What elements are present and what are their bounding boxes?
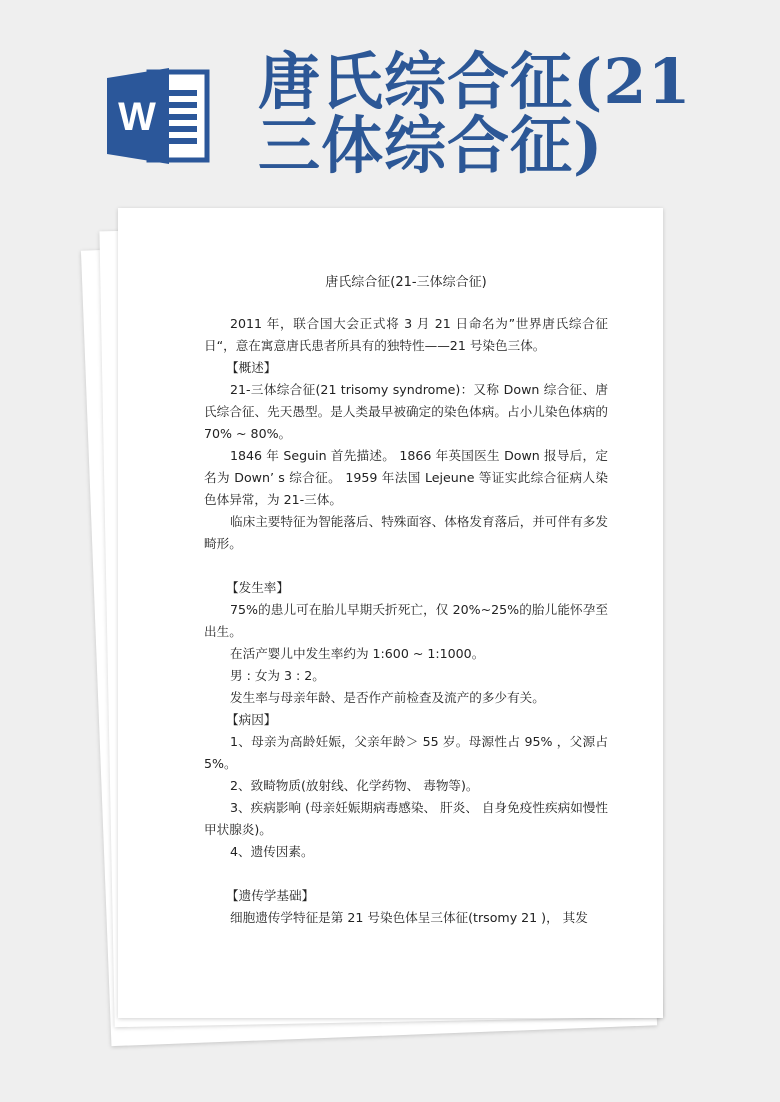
- document-title: 唐氏综合征(21-三体综合征): [325, 275, 487, 290]
- svg-text:W: W: [118, 95, 156, 139]
- paragraph: 75%的患儿可在胎儿早期夭折死亡，仅 20%~25%的胎儿能怀孕至出生。: [204, 602, 608, 639]
- paragraph: 男 : 女为 3 : 2。: [230, 668, 325, 683]
- section-heading-genetics: 【遗传学基础】: [226, 888, 315, 903]
- section-heading-overview: 【概述】: [226, 360, 277, 375]
- banner-title: [258, 45, 692, 182]
- banner-title-line-2: 三体综合征): [258, 109, 604, 182]
- paragraph: 4、遗传因素。: [230, 844, 314, 859]
- paragraph: 1846 年 Seguin 首先描述。 1866 年英国医生 Down 报导后，定名为 Down’ s 综合征。 1959 年法国 Lejeune 等证实此综合征病人染色体异常，为 21-三体。: [204, 448, 608, 507]
- paragraph: 在活产婴儿中发生率约为 1:600 ~ 1:1000。: [230, 646, 485, 661]
- banner-title-line-1: 唐氏综合征(21: [258, 45, 692, 118]
- paragraph: 发生率与母亲年龄、是否作产前检查及流产的多少有关。: [230, 690, 545, 705]
- spacer: [204, 555, 608, 577]
- section-heading-incidence: 【发生率】: [226, 580, 289, 595]
- paragraph: 21-三体综合征(21 trisomy syndrome)：又称 Down 综合征、唐氏综合征、先天愚型。是人类最早被确定的染色体病。占小儿染色体病的 70% ~ 80%。: [204, 382, 608, 441]
- paragraph: 2、致畸物质(放射线、化学药物、 毒物等)。: [230, 778, 479, 793]
- section-heading-cause: 【病因】: [226, 712, 277, 727]
- spacer: [204, 863, 608, 885]
- paragraph: 3、疾病影响 (母亲妊娠期病毒感染、 肝炎、 自身免疫性疾病如慢性甲状腺炎)。: [204, 800, 608, 837]
- paragraph: 临床主要特征为智能落后、特殊面容、体格发育落后，并可伴有多发畸形。: [204, 514, 608, 551]
- paragraph: 1、母亲为高龄妊娠，父亲年龄＞ 55 岁。母源性占 95% ，父源占5%。: [204, 734, 608, 771]
- paragraph: 细胞遗传学特征是第 21 号染色体呈三体征(trsomy 21 )， 其发: [230, 910, 588, 925]
- document-body: [204, 272, 608, 929]
- word-logo-icon: [107, 66, 211, 166]
- paragraph: 2011 年，联合国大会正式将 3 月 21 日命名为”世界唐氏综合征日“，意在寓意唐氏患者所具有的独特性——21 号染色三体。: [204, 316, 608, 353]
